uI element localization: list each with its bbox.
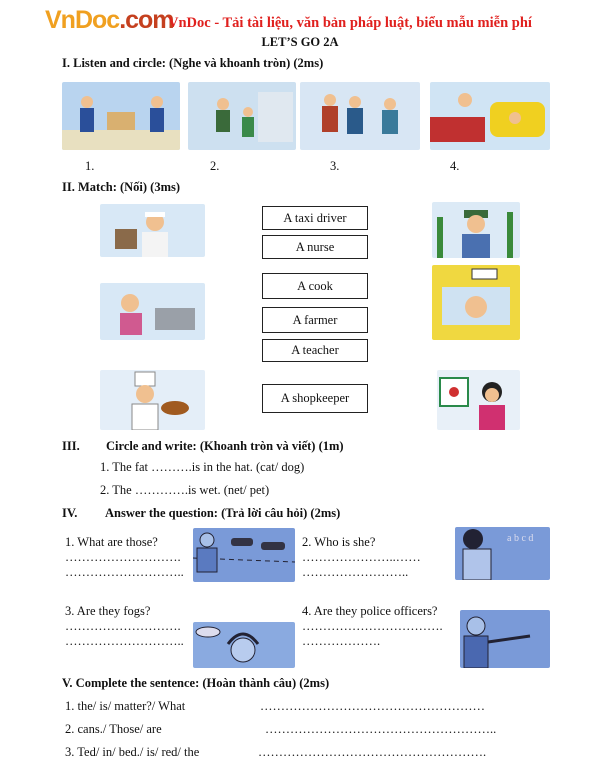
question-3: 3. Are they fogs? <box>65 604 151 618</box>
section4-heading: Answer the question: (Trả lời câu hỏi) (2ms) <box>105 506 341 520</box>
question-1: 1. What are those? <box>65 535 158 549</box>
scrambled-words-3: 3. Ted/ in/ bed./ is/ red/ the <box>65 745 200 759</box>
answer-line: ……………………………………………… <box>260 699 485 713</box>
answer-line: ……………………….. <box>65 565 184 579</box>
worksheet-title: LET’S GO 2A <box>261 35 339 49</box>
match-word-taxi-driver: A taxi driver <box>262 206 368 230</box>
circle-write-item-1: 1. The fat ……….is in the hat. (cat/ dog) <box>100 460 305 474</box>
answer-line: ……………………………………………….. <box>265 722 497 736</box>
listen-picture-3 <box>300 82 420 150</box>
teacher-board-picture <box>455 527 550 580</box>
police-officers-picture <box>460 610 550 668</box>
cars-picture <box>193 528 295 582</box>
frogs-picture <box>193 622 295 668</box>
answer-line: ………………………………………………. <box>258 745 487 759</box>
nurse-picture <box>100 204 205 257</box>
answer-line: ……………………….. <box>65 634 184 648</box>
match-word-nurse: A nurse <box>262 235 368 259</box>
section1-heading: I. Listen and circle: (Nghe và khoanh tròn) (2ms) <box>62 56 324 70</box>
listen-picture-2 <box>188 82 296 150</box>
question-2: 2. Who is she? <box>302 535 376 549</box>
answer-line: ………………. <box>302 634 381 648</box>
match-word-shopkeeper: A shopkeeper <box>262 384 368 413</box>
question-4: 4. Are they police officers? <box>302 604 438 618</box>
picture-number-4: 4. <box>450 159 460 173</box>
farmer-picture <box>432 202 520 258</box>
picture-number-3: 3. <box>330 159 340 173</box>
answer-line: ………………………. <box>65 619 181 633</box>
svg-text:a b c d: a b c d <box>507 533 534 544</box>
cook-picture <box>100 370 205 430</box>
listen-picture-4 <box>430 82 550 150</box>
teacher-picture <box>437 370 520 430</box>
taxi-driver-picture <box>432 265 520 340</box>
answer-line: …………………….. <box>302 565 409 579</box>
section3-heading: Circle and write: (Khoanh tròn và viết) (1m) <box>106 439 344 453</box>
answer-line: …………………..…… <box>302 550 421 564</box>
shopkeeper-picture <box>100 283 205 340</box>
match-word-teacher: A teacher <box>262 339 368 362</box>
section3-number: III. <box>62 439 80 453</box>
circle-write-item-2: 2. The ………….is wet. (net/ pet) <box>100 483 270 497</box>
match-word-farmer: A farmer <box>262 307 368 333</box>
header-tagline: VnDoc - Tải tài liệu, văn bản pháp luật, biểu mẫu miễn phí <box>168 15 532 31</box>
scrambled-words-1: 1. the/ is/ matter?/ What <box>65 699 186 713</box>
answer-line: ………………………. <box>65 550 181 564</box>
section2-heading: II. Match: (Nối) (3ms) <box>62 180 181 194</box>
section5-heading: V. Complete the sentence: (Hoàn thành câu) (2ms) <box>62 676 330 690</box>
answer-line: ……………………………. <box>302 619 443 633</box>
listen-picture-1 <box>62 82 180 150</box>
section4-number: IV. <box>62 506 78 520</box>
picture-number-1: 1. <box>85 159 95 173</box>
scrambled-words-2: 2. cans./ Those/ are <box>65 722 162 736</box>
match-word-cook: A cook <box>262 273 368 299</box>
vndoc-logo: VnDoc.com <box>45 6 174 34</box>
picture-number-2: 2. <box>210 159 220 173</box>
